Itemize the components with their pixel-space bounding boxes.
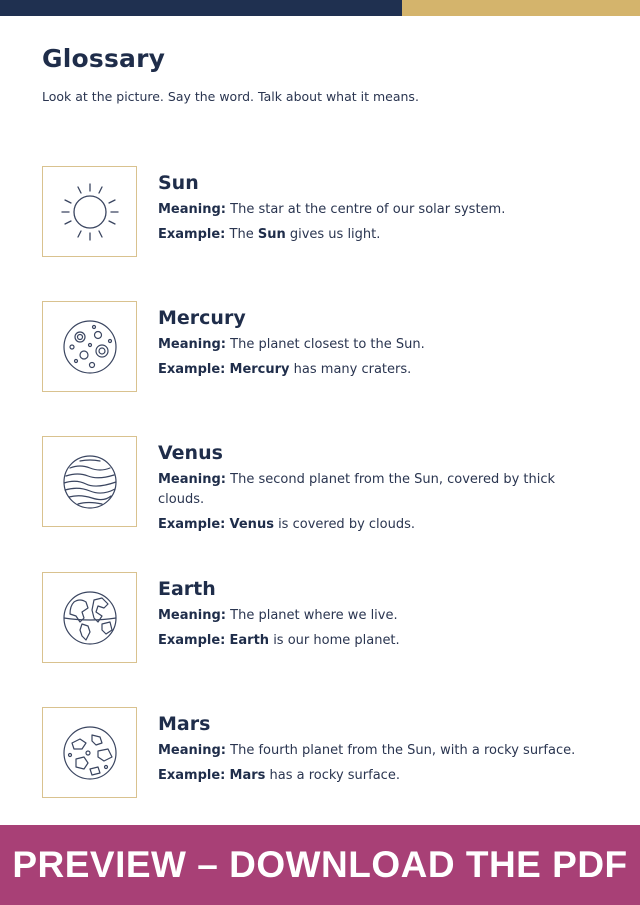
mars-icon (58, 721, 122, 785)
picture-frame (42, 436, 137, 527)
entry-word: Venus (158, 442, 223, 464)
entry-meaning: Meaning: The second planet from the Sun, covered by thick clouds. (158, 472, 556, 507)
entry-meaning: Meaning: The planet where we live. (158, 608, 398, 623)
earth-icon (58, 586, 122, 650)
banner-text: PREVIEW – DOWNLOAD THE PDF (12, 844, 628, 885)
picture-frame (42, 572, 137, 663)
entry-example: Example: Mars has a rocky surface. (158, 768, 400, 783)
sun-icon (58, 180, 122, 244)
top-accent-bar (0, 0, 640, 16)
entry-meaning: Meaning: The star at the centre of our solar system. (158, 202, 506, 217)
page-instructions: Look at the picture. Say the word. Talk about what it means. (42, 89, 419, 104)
entry-example: Example: The Sun gives us light. (158, 227, 381, 242)
venus-icon (58, 450, 122, 514)
entry-word: Sun (158, 172, 199, 194)
mercury-icon (58, 315, 122, 379)
entry-meaning: Meaning: The fourth planet from the Sun, with a rocky surface. (158, 743, 576, 758)
entry-meaning: Meaning: The planet closest to the Sun. (158, 337, 425, 352)
entry-example: Example: Earth is our home planet. (158, 633, 400, 648)
top-bar-navy-segment (0, 0, 402, 16)
entry-word: Mercury (158, 307, 246, 329)
picture-frame (42, 166, 137, 257)
page-title: Glossary (42, 44, 166, 73)
preview-download-banner[interactable] (0, 825, 640, 905)
picture-frame (42, 301, 137, 392)
entry-word: Mars (158, 713, 211, 735)
entry-example: Example: Mercury has many craters. (158, 362, 412, 377)
entry-example: Example: Venus is covered by clouds. (158, 517, 416, 532)
picture-frame (42, 707, 137, 798)
top-bar-gold-segment (402, 0, 640, 16)
entry-word: Earth (158, 578, 216, 600)
